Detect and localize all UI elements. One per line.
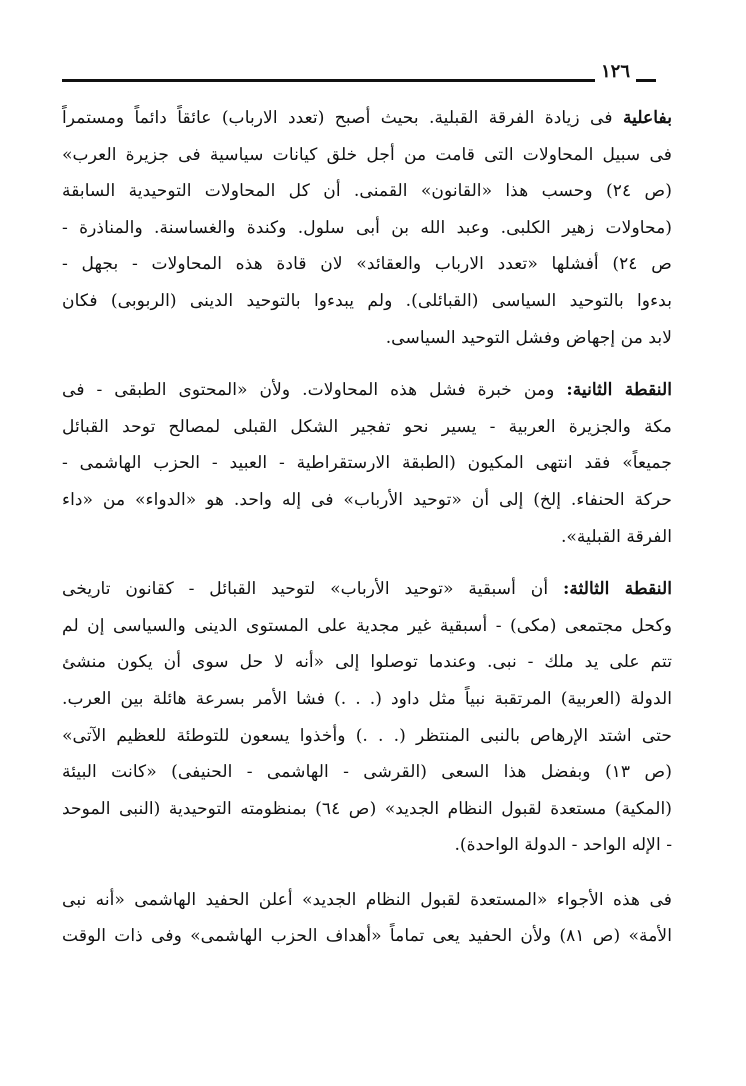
paragraph-1 xyxy=(62,100,672,356)
line-text: (المكية) مستعدة لقبول النظام الجديد» (ص ٦٤) بمنظومته التوحيدية (النبى الموحد xyxy=(62,798,672,819)
line-text: لابد من إجهاض وفشل التوحيد السياسى. xyxy=(385,327,672,348)
line-text: تتم على يد ملك - نبى. وعندما توصلوا إلى «أنه لا حل سوى أن يكون منشئ xyxy=(62,652,672,673)
text-line xyxy=(62,173,672,210)
line-text: حتى اشتد الإرهاص بالنبى المنتظر (. . .) وأخذوا يسعون للتوطئة للعظيم الآتى» xyxy=(62,725,672,746)
line-text: فى هذه الأجواء «المستعدة لقبول النظام الجديد» أعلن الحفيد الهاشمى «أنه نبى xyxy=(62,889,672,910)
text-line xyxy=(62,681,672,718)
page-body xyxy=(62,100,672,971)
line-text: (ص ٢٤) وحسب هذا «القانون» القمنى. أن كل المحاولات التوحيدية السابقة xyxy=(62,181,672,202)
text-line xyxy=(62,754,672,791)
text-line xyxy=(62,718,672,755)
line-text: فى سبيل المحاولات التى قامت من أجل خلق كيانات سياسية فى جزيرة العرب» xyxy=(62,144,672,165)
line-text: جميعاً» فقد انتهى المكيون (الطبقة الارستقراطية - العبيد - الحزب الهاشمى - xyxy=(62,453,672,474)
text-line xyxy=(62,918,672,955)
line-text: مكة والجزيرة العربية - يسير نحو تفجير الشكل القبلى لمصالح توحد القبائل xyxy=(62,416,672,437)
line-text: (ص ١٣) وبفضل هذا السعى (القرشى - الهاشمى - الحنيفى) «كانت البيئة xyxy=(62,762,672,783)
paragraph-lead: النقطة الثالثة: xyxy=(563,579,673,600)
text-line xyxy=(62,137,672,174)
text-line xyxy=(62,283,672,320)
paragraph-lead: النقطة الثانية: xyxy=(566,380,672,401)
text-line xyxy=(62,519,672,556)
line-text: فى زيادة الفرقة القبلية. بحيث أصبح (تعدد الارباب) عائقاً دائماً ومستمراً xyxy=(62,108,623,128)
text-line xyxy=(62,409,672,446)
line-text: الفرقة القبلية». xyxy=(560,526,672,547)
text-line xyxy=(62,644,672,681)
paragraph-4 xyxy=(62,882,672,955)
line-text: وكحل مجتمعى (مكى) - أسبقية غير مجدية على المستوى الدينى والسياسى إن لم xyxy=(62,615,672,636)
paragraph-2 xyxy=(62,372,672,555)
text-line xyxy=(62,827,672,864)
line-text: (محاولات زهير الكلبى. وعبد الله بن أبى سلول. وكندة والغساسنة. والمناذرة - xyxy=(62,217,672,238)
text-line xyxy=(62,608,672,645)
page-number: ١٢٦ xyxy=(595,62,636,82)
text-line xyxy=(62,482,672,519)
line-text: حركة الحنفاء. إلخ) إلى أن «توحيد الأرباب» فى إله واحد. هو «الدواء» من «داء xyxy=(62,489,672,510)
text-line xyxy=(62,882,672,919)
text-line xyxy=(62,445,672,482)
page-header xyxy=(62,62,656,86)
text-line xyxy=(62,791,672,828)
paragraph-3 xyxy=(62,571,672,864)
text-line xyxy=(62,210,672,247)
line-text: ومن خبرة فشل هذه المحاولات. ولأن «المحتوى الطبقى - فى xyxy=(62,380,567,401)
paragraph-lead: بفاعلية xyxy=(622,108,672,128)
text-line xyxy=(62,100,672,137)
header-rule xyxy=(62,79,656,82)
line-text: بدءوا بالتوحيد السياسى (القبائلى). ولم يبدءوا بالتوحيد الدينى (الربوبى) فكان xyxy=(62,290,672,311)
line-text: الأمة» (ص ٨١) ولأن الحفيد يعى تماماً «أهداف الحزب الهاشمى» وفى ذات الوقت xyxy=(62,926,672,947)
text-line xyxy=(62,372,672,409)
text-line xyxy=(62,320,672,357)
text-line xyxy=(62,571,672,608)
line-text: ص ٢٤) أفشلها «تعدد الارباب والعقائد» لان قادة هذه المحاولات - بجهل - xyxy=(62,254,672,275)
line-text: الدولة (العربية) المرتقبة نبياً مثل داود (. . .) فشا الأمر بسرعة هائلة بين العرب. xyxy=(62,688,672,709)
line-text: - الإله الواحد - الدولة الواحدة). xyxy=(454,835,672,856)
text-line xyxy=(62,246,672,283)
line-text: أن أسبقية «توحيد الأرباب» لتوحيد القبائل - كقانون تاريخى xyxy=(62,579,563,600)
